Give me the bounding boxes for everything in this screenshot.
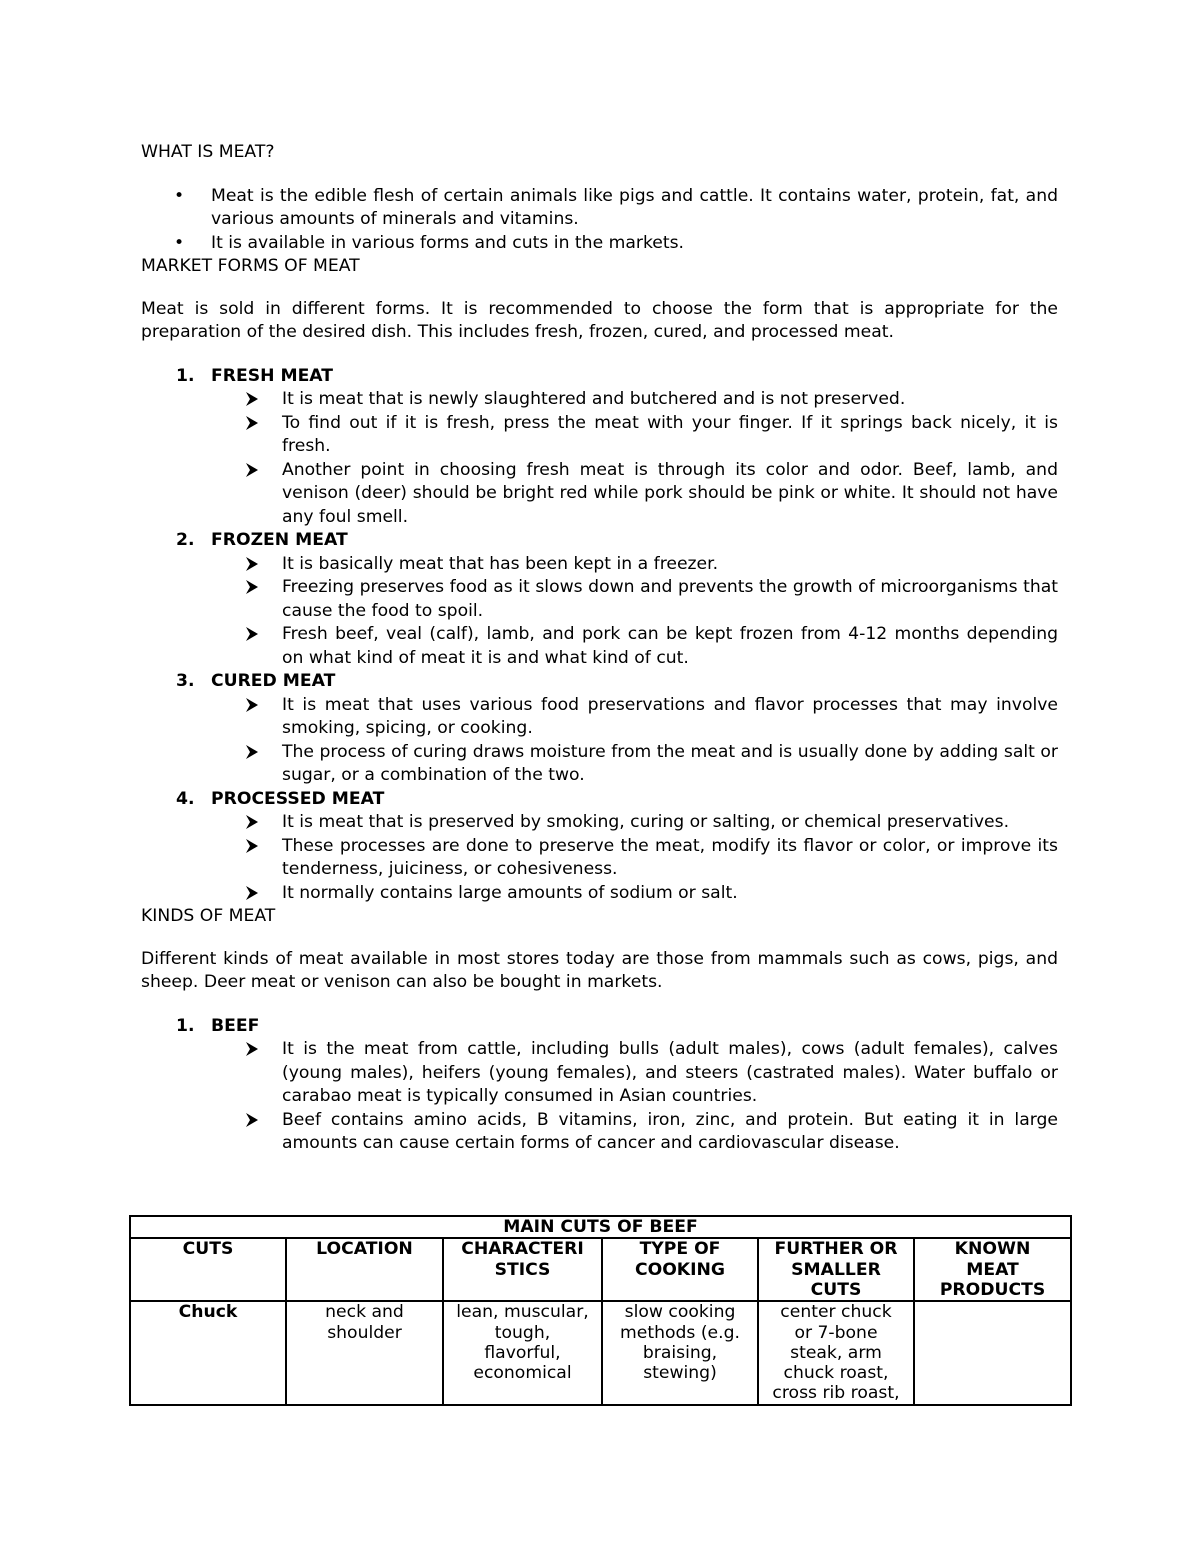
arrow-bullet-icon (245, 886, 259, 900)
arrow-bullet-icon (245, 627, 259, 641)
arrow-item: It is meat that is newly slaughtered and butchered and is not preserved. (141, 388, 1058, 412)
arrow-item: The process of curing draws moisture from the meat and is usually done by adding salt or sugar, or a combination of the two. (141, 741, 1058, 788)
section-cured-meat (141, 670, 1058, 788)
section-frozen-meat (141, 529, 1058, 670)
arrow-bullet-icon (245, 815, 259, 829)
arrow-bullet-icon (245, 698, 259, 712)
section-number: 3. (176, 671, 195, 691)
bullet-item: • It is available in various forms and cuts in the markets. (141, 232, 1058, 256)
table-header-row (130, 1238, 1071, 1301)
arrow-item: Fresh beef, veal (calf), lamb, and pork can be kept frozen from 4-12 months depending on what kind of meat it is and what kind of cut. (141, 623, 1058, 670)
section-title: PROCESSED MEAT (211, 788, 385, 809)
section-title: FROZEN MEAT (211, 530, 348, 550)
arrow-item: It is the meat from cattle, including bulls (adult males), cows (adult females), calves (young males), heifers (young females), and steers (castrated males). Water buffalo or carabao meat is typically consumed in Asian countries. (141, 1038, 1058, 1109)
table-row (130, 1301, 1071, 1404)
arrow-item: It normally contains large amounts of sodium or salt. (141, 882, 1058, 906)
section-number: 1. (176, 365, 195, 386)
market-forms-list (141, 365, 1058, 906)
header-characteristics: CHARACTERI STICS (443, 1238, 602, 1301)
arrow-item: Beef contains amino acids, B vitamins, iron, zinc, and protein. But eating it in large amounts can cause certain forms of cancer and cardiovascular disease. (141, 1109, 1058, 1156)
header-further-cuts: FURTHER OR SMALLER CUTS (758, 1238, 914, 1301)
section-number: 1. (176, 1015, 195, 1036)
paragraph-market-forms-intro: Meat is sold in different forms. It is recommended to choose the form that is appropriate for the preparation of the desired dish. This includes fresh, frozen, cured, and processed meat. (141, 298, 1058, 342)
bullet-icon: • (174, 232, 185, 253)
kinds-of-meat-list (141, 1015, 1058, 1156)
arrow-bullet-icon (245, 392, 259, 406)
arrow-bullet-icon (245, 557, 259, 571)
arrow-item: It is basically meat that has been kept in a freezer. (141, 553, 1058, 577)
cell-known-products (914, 1301, 1071, 1404)
cell-cooking: slow cooking methods (e.g. braising, stewing) (602, 1301, 758, 1404)
arrow-item: It is meat that uses various food preservations and flavor processes that may involve smoking, spicing, or cooking. (141, 694, 1058, 741)
section-processed-meat (141, 788, 1058, 906)
document-body (141, 141, 1058, 1156)
section-number: 4. (176, 788, 195, 809)
arrow-item: Another point in choosing fresh meat is through its color and odor. Beef, lamb, and venison (deer) should be bright red while pork should be pink or white. It should not have any foul smell. (141, 459, 1058, 530)
heading-market-forms: MARKET FORMS OF MEAT (141, 256, 360, 276)
header-cuts: CUTS (130, 1238, 286, 1301)
cell-further-cuts: center chuck or 7-bone steak, arm chuck roast, cross rib roast, (758, 1301, 914, 1404)
bullet-item: • Meat is the edible flesh of certain animals like pigs and cattle. It contains water, protein, fat, and various amounts of minerals and vitamins. (174, 185, 1058, 229)
section-title: FRESH MEAT (211, 365, 333, 386)
cell-characteristics: lean, muscular, tough, flavorful, economical (443, 1301, 602, 1404)
section-number: 2. (176, 530, 195, 550)
header-type-of-cooking: TYPE OF COOKING (602, 1238, 758, 1301)
bullet-list-what-is-meat (141, 185, 1058, 256)
arrow-bullet-icon (245, 745, 259, 759)
arrow-bullet-icon (245, 580, 259, 594)
section-fresh-meat (141, 365, 1058, 530)
section-title: BEEF (211, 1015, 260, 1036)
arrow-item: These processes are done to preserve the meat, modify its flavor or color, or improve its tenderness, juiciness, or cohesiveness. (141, 835, 1058, 882)
header-known-products: KNOWN MEAT PRODUCTS (914, 1238, 1071, 1301)
heading-kinds-of-meat: KINDS OF MEAT (141, 906, 276, 926)
cell-location: neck and shoulder (286, 1301, 443, 1404)
beef-cuts-table (129, 1215, 1072, 1406)
arrow-bullet-icon (245, 463, 259, 477)
arrow-bullet-icon (245, 839, 259, 853)
arrow-bullet-icon (245, 416, 259, 430)
header-location: LOCATION (286, 1238, 443, 1301)
bullet-icon: • (174, 185, 185, 206)
section-beef (141, 1015, 1058, 1156)
arrow-bullet-icon (245, 1042, 259, 1056)
cell-cut: Chuck (130, 1301, 286, 1404)
arrow-item: It is meat that is preserved by smoking, curing or salting, or chemical preservatives. (141, 811, 1058, 835)
section-title: CURED MEAT (211, 671, 336, 691)
arrow-item: Freezing preserves food as it slows down and prevents the growth of microorganisms that cause the food to spoil. (141, 576, 1058, 623)
heading-what-is-meat: WHAT IS MEAT? (141, 142, 275, 162)
paragraph-kinds-intro: Different kinds of meat available in most stores today are those from mammals such as cows, pigs, and sheep. Deer meat or venison can also be bought in markets. (141, 948, 1058, 992)
arrow-item: To find out if it is fresh, press the meat with your finger. If it springs back nicely, it is fresh. (141, 412, 1058, 459)
table-title: MAIN CUTS OF BEEF (130, 1216, 1071, 1238)
arrow-bullet-icon (245, 1113, 259, 1127)
